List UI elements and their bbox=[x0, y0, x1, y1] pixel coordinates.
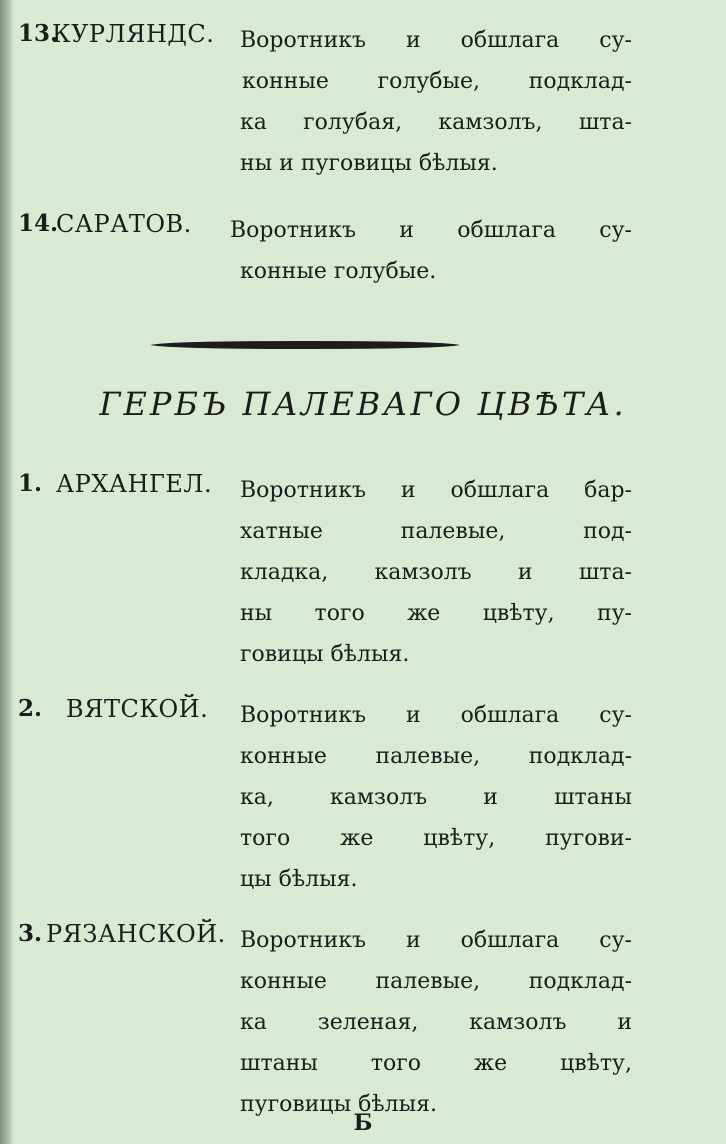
entry-line: ка зеленая, камзолъ и bbox=[240, 1010, 632, 1035]
entry-line: кладка, камзолъ и шта- bbox=[240, 560, 632, 585]
entry-number: 1. bbox=[18, 470, 43, 497]
entry-number: 2. bbox=[18, 695, 43, 722]
entry-line: Воротникъ и обшлага су- bbox=[240, 703, 632, 728]
entry-description bbox=[240, 470, 632, 675]
entry-line: Воротникъ и обшлага су- bbox=[240, 28, 632, 53]
entry-line: конные палевые, подклад- bbox=[240, 744, 632, 769]
signature-mark: Б bbox=[353, 1110, 373, 1136]
entry-description bbox=[240, 920, 632, 1125]
entry-line: Воротникъ и обшлага су- bbox=[240, 928, 632, 953]
entry-description bbox=[230, 210, 632, 292]
entry-name: РЯЗАНСКОЙ. bbox=[46, 920, 226, 948]
entry-name: ВЯТСКОЙ. bbox=[66, 695, 209, 723]
entry-line: хатные палевые, под- bbox=[240, 519, 632, 544]
entry-line: ка голубая, камзолъ, шта- bbox=[240, 110, 632, 135]
section-title: ГЕРБЪ ПАЛЕВАГО ЦВѢТА. bbox=[99, 385, 627, 423]
entry-name: САРАТОВ. bbox=[56, 210, 192, 238]
entry-name: АРХАНГЕЛ. bbox=[56, 470, 213, 498]
entry-line: говицы бѣлыя. bbox=[240, 642, 410, 667]
entry-line: ны и пуговицы бѣлыя. bbox=[240, 151, 498, 176]
entry-line: Воротникъ и обшлага бар- bbox=[240, 478, 632, 503]
entry-line: конные палевые, подклад- bbox=[240, 969, 632, 994]
entry-line: цы бѣлыя. bbox=[240, 867, 358, 892]
entry-line: Воротникъ и обшлага су- bbox=[230, 218, 632, 243]
entry-number: 13. bbox=[18, 20, 59, 47]
entry-line: штаны того же цвѣту, bbox=[240, 1051, 632, 1076]
entry-description bbox=[240, 20, 632, 184]
entry-line: пуговицы бѣлыя. bbox=[240, 1092, 437, 1117]
entry-line: конные голубые, подклад- bbox=[242, 69, 632, 94]
entry-line: ны того же цвѣту, пу- bbox=[240, 601, 632, 626]
entry-line: того же цвѣту, пугови- bbox=[240, 826, 632, 851]
entry-description bbox=[240, 695, 632, 900]
entry-number: 3. bbox=[18, 920, 43, 947]
ornamental-rule bbox=[150, 340, 460, 350]
entry-name: КУРЛЯНДС. bbox=[52, 20, 215, 48]
entry-line: конные голубые. bbox=[240, 259, 437, 284]
entry-line: ка, камзолъ и штаны bbox=[240, 785, 632, 810]
entry-number: 14. bbox=[18, 210, 59, 237]
page-gutter bbox=[0, 0, 14, 1144]
